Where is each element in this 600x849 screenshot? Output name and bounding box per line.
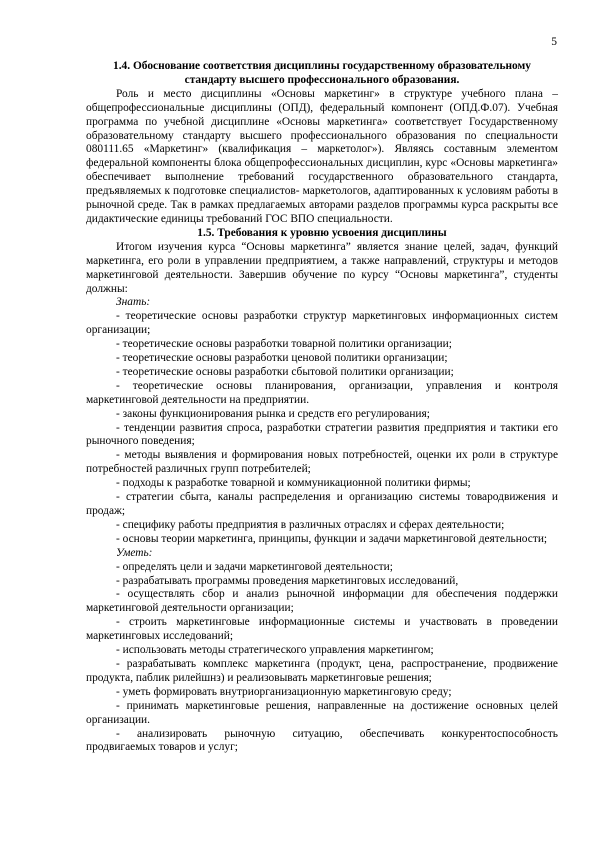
section-1-4-heading: 1.4. Обоснование соответствия дисциплины государственному образовательному стандарту высшего профессионального образования. bbox=[113, 60, 531, 86]
can-label: Уметь: bbox=[116, 546, 153, 559]
know-item: - теоретические основы разработки структур маркетинговых информационных систем организации; bbox=[86, 310, 558, 337]
page-content bbox=[86, 60, 558, 755]
know-item: - методы выявления и формирования новых потребностей, оценки их роли в структуре потребностей различных групп потребителей; bbox=[86, 449, 558, 476]
section-1-5-intro: Итогом изучения курса “Основы маркетинга” является знание целей, задач, функций маркетинга, его роли в управлении предприятием, а также направлений, структуры и методов маркетинговой деятельности. Завершив обучение по курсу “Основы маркетинга”, студенты должны: bbox=[86, 240, 558, 295]
can-item: - анализировать рыночную ситуацию, обеспечивать конкурентоспособность продвигаемых товаров и услуг; bbox=[86, 727, 558, 754]
can-item: - осуществлять сбор и анализ рыночной информации для обеспечения поддержки маркетинговой деятельности организации; bbox=[86, 588, 558, 615]
know-item: - специфику работы предприятия в различных отраслях и сферах деятельности; bbox=[116, 518, 505, 531]
know-item: - законы функционирования рынка и средств его регулирования; bbox=[116, 407, 430, 420]
section-1-5-heading: 1.5. Требования к уровню усвоения дисциплины bbox=[197, 226, 447, 239]
know-item: - теоретические основы разработки ценовой политики организации; bbox=[116, 352, 448, 365]
know-item: - тенденции развития спроса, разработки стратегии развития предприятия и тактики его рыночного поведения; bbox=[86, 421, 558, 448]
can-item: - принимать маркетинговые решения, направленные на достижение основных целей организации. bbox=[86, 699, 558, 726]
can-item: - определять цели и задачи маркетинговой деятельности; bbox=[116, 560, 393, 573]
page-number: 5 bbox=[551, 36, 557, 48]
can-item: - разрабатывать комплекс маркетинга (продукт, цена, распространение, продвижение продукта, паблик рилейшнз) и реализовывать маркетинговые решения; bbox=[86, 657, 558, 684]
know-item: - подходы к разработке товарной и коммуникационной политики фирмы; bbox=[116, 477, 471, 490]
know-item: - теоретические основы планирования, организации, управления и контроля маркетинговой деятельности на предприятии. bbox=[86, 379, 558, 406]
know-label: Знать: bbox=[116, 296, 151, 309]
know-item: - теоретические основы разработки товарной политики организации; bbox=[116, 338, 452, 351]
can-item: - строить маркетинговые информационные системы и участвовать в проведении маркетинговых исследований; bbox=[86, 616, 558, 643]
can-item: - использовать методы стратегического управления маркетингом; bbox=[116, 644, 434, 657]
know-item: - теоретические основы разработки сбытовой политики организации; bbox=[116, 365, 454, 378]
know-item: - стратегии сбыта, каналы распределения и организацию системы товародвижения и продаж; bbox=[86, 491, 558, 517]
know-item: - основы теории маркетинга, принципы, функции и задачи маркетинговой деятельности; bbox=[116, 532, 548, 545]
can-item: - разрабатывать программы проведения маркетинговых исследований, bbox=[116, 574, 459, 587]
can-item: - уметь формировать внутриорганизационную маркетинговую среду; bbox=[116, 685, 452, 698]
section-1-4-paragraph: Роль и место дисциплины «Основы маркетинг» в структуре учебного плана – общепрофессиональные дисциплины (ОПД), федеральный компонент (ОПД.Ф.07). Учебная программа по учебной дисциплине «Основы маркетинга» соответствует Государственному образовательному стандарту высшего профессионального образования по специальности 080111.65 «Маркетинг» (квалификация – маркетолог»). Являясь составным элементом федеральной компоненты блока общепрофессиональных дисциплин, курс «Основы маркетинга» обеспечивает выполнение требований государственного образовательного стандарта, предъявляемых к подготовке специалистов- маркетологов, адаптированных к условиям работы в рыночной среде. Так в рамках предлагаемых авторами разделов программы курса раскрыты все дидактические единицы требований ГОС ВПО специальности. bbox=[86, 87, 558, 225]
